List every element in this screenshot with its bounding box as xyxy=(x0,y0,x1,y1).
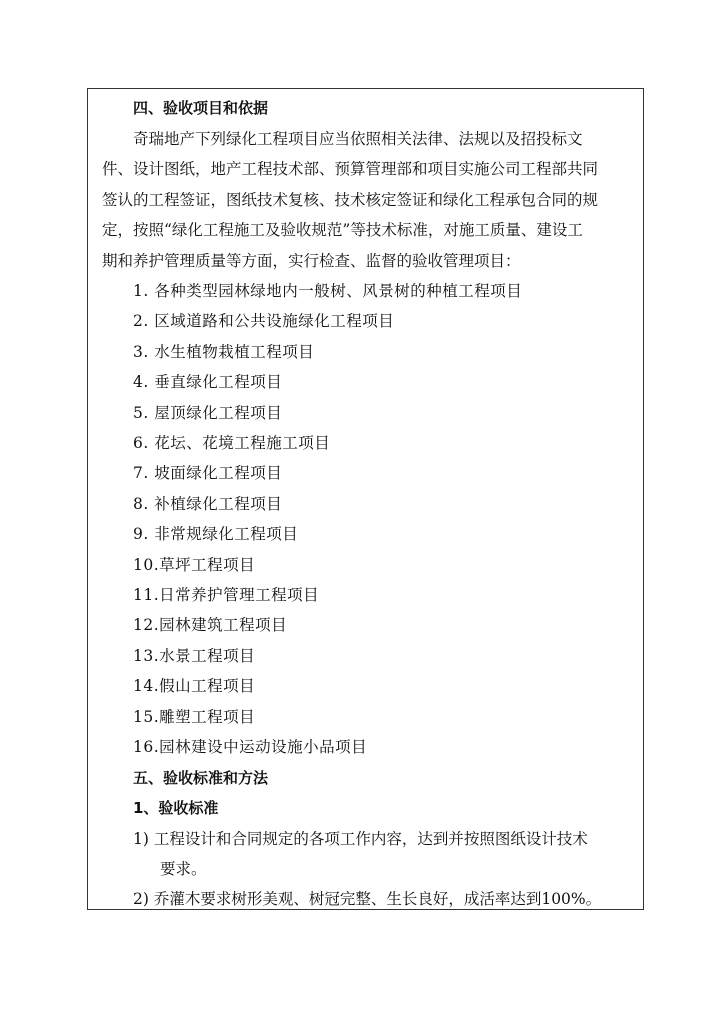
list-item: 4. 垂直绿化工程项目 xyxy=(133,373,283,391)
list-item: 5. 屋顶绿化工程项目 xyxy=(133,404,283,422)
list-item: 1. 各种类型园林绿地内一般树、风景树的种植工程项目 xyxy=(133,282,523,300)
list-item: 8. 补植绿化工程项目 xyxy=(133,495,283,513)
paragraph-line-5: 期和养护管理质量等方面，实行检查、监督的验收管理项目： xyxy=(102,252,521,270)
list-item: 13.水景工程项目 xyxy=(133,647,256,665)
criteria-item-1: 1) 工程设计和合同规定的各项工作内容，达到并按照图纸设计技术 xyxy=(133,830,588,848)
paragraph-line-2: 件、设计图纸，地产工程技术部、预算管理部和项目实施公司工程部共同 xyxy=(102,160,599,178)
paragraph-line-3: 签认的工程签证，图纸技术复核、技术核定签证和绿化工程承包合同的规 xyxy=(102,191,599,209)
section-5-subheading: 1、验收标准 xyxy=(133,799,219,817)
paragraph-line-1: 奇瑞地产下列绿化工程项目应当依照相关法律、法规以及招投标文 xyxy=(133,130,583,148)
list-item: 15.雕塑工程项目 xyxy=(133,708,256,726)
list-item: 6. 花坛、花境工程施工项目 xyxy=(133,434,331,452)
list-item: 9. 非常规绿化工程项目 xyxy=(133,525,299,543)
list-item: 12.园林建筑工程项目 xyxy=(133,616,288,634)
list-item: 14.假山工程项目 xyxy=(133,677,256,695)
section-4-heading: 四、验收项目和依据 xyxy=(133,99,269,117)
list-item: 10.草坪工程项目 xyxy=(133,556,256,574)
document-frame xyxy=(87,88,644,910)
list-item: 11.日常养护管理工程项目 xyxy=(133,586,320,604)
paragraph-line-4: 定，按照“绿化工程施工及验收规范”等技术标准，对施工质量、建设工 xyxy=(102,221,583,239)
list-item: 3. 水生植物栽植工程项目 xyxy=(133,343,315,361)
list-item: 16.园林建设中运动设施小品项目 xyxy=(133,738,368,756)
section-5-heading: 五、验收标准和方法 xyxy=(133,769,269,787)
criteria-item-2: 2) 乔灌木要求树形美观、树冠完整、生长良好，成活率达到100%。 xyxy=(133,890,602,908)
criteria-item-1-continuation: 要求。 xyxy=(160,860,207,878)
list-item: 2. 区域道路和公共设施绿化工程项目 xyxy=(133,312,395,330)
list-item: 7. 坡面绿化工程项目 xyxy=(133,464,283,482)
